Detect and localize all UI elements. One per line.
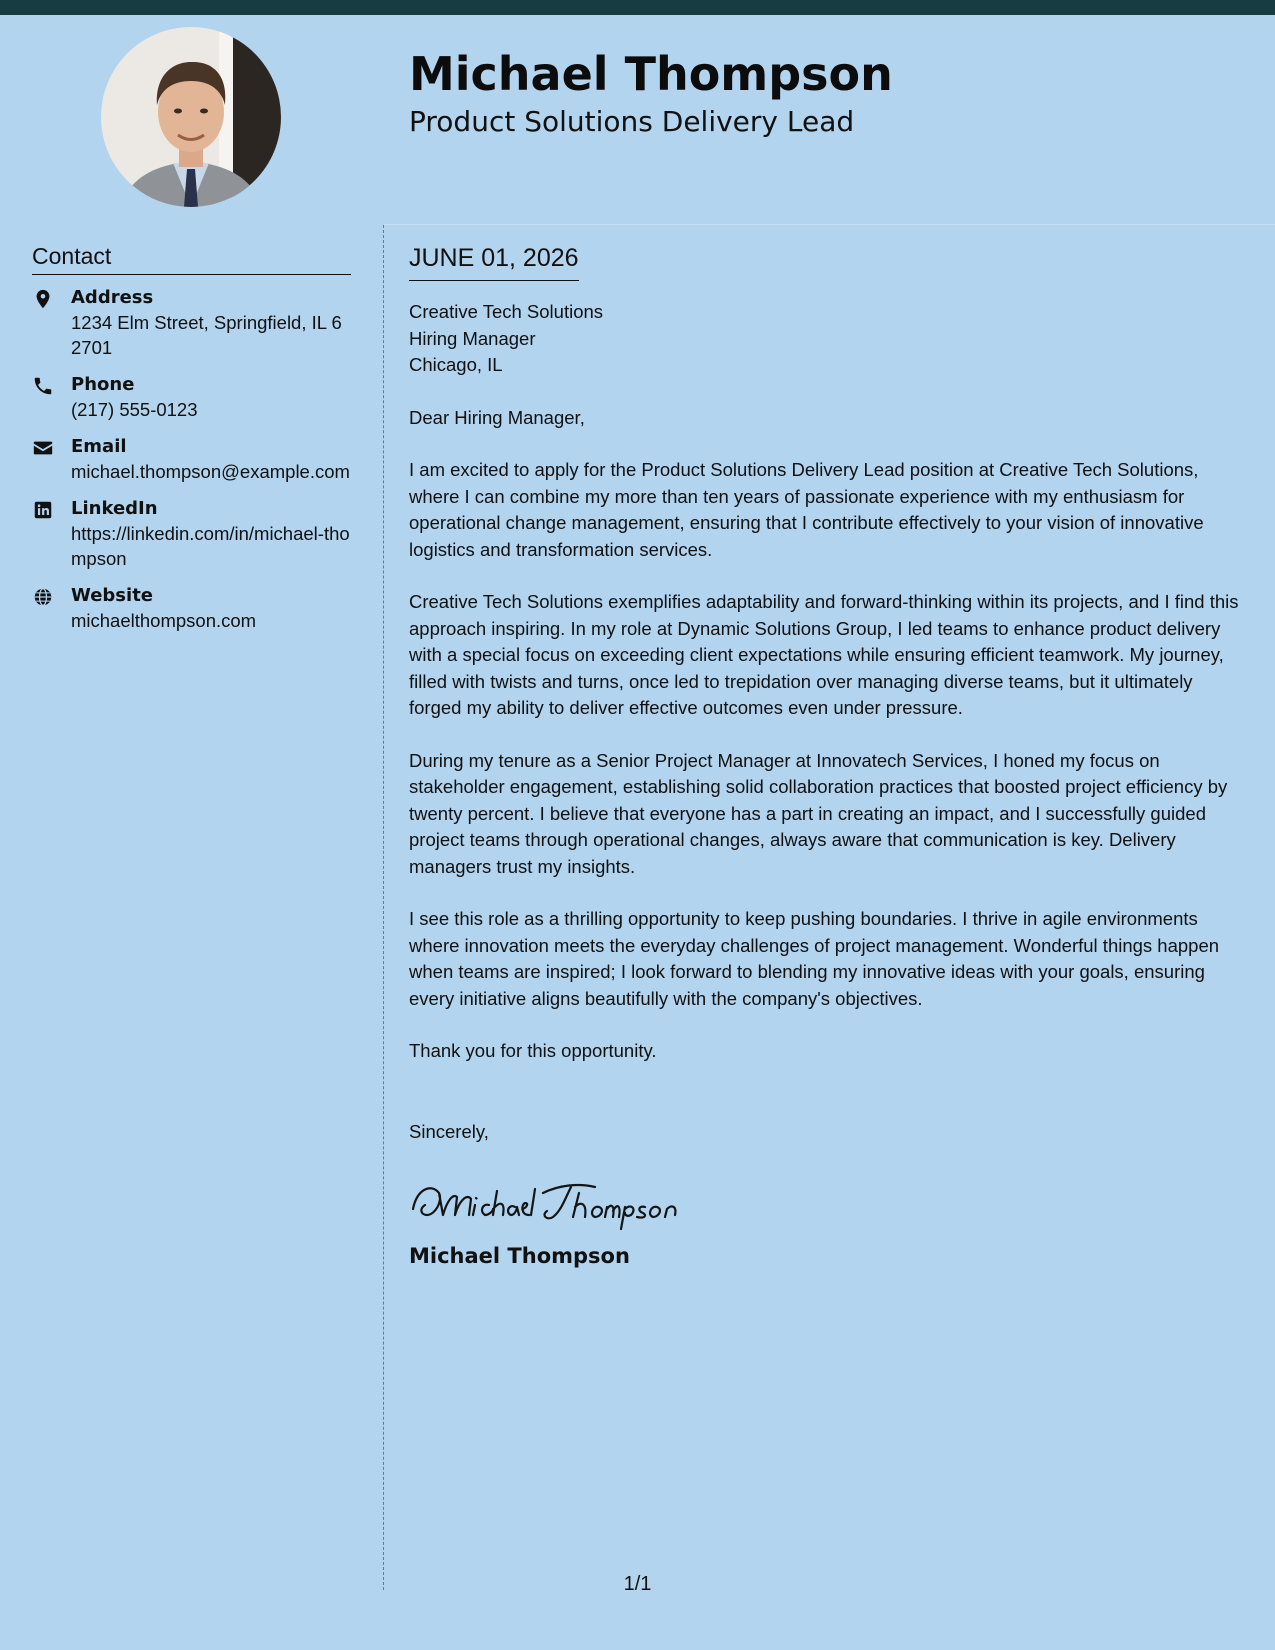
applicant-name: Michael Thompson [409, 47, 893, 101]
letter-paragraph: During my tenure as a Senior Project Manager at Innovatech Services, I honed my focus on stakeholder engagement, establishing solid collaboration practices that boosted project efficiency by twenty percent. I believe that everyone has a part in creating an impact, and I successfully guided project teams through operational changes, always aware that communication is key. Delivery managers trust my insights. [409, 749, 1228, 877]
contact-label: LinkedIn [71, 498, 158, 519]
linkedin-icon [32, 499, 54, 521]
contact-label: Email [71, 436, 127, 457]
letter-paragraph: Creative Tech Solutions exemplifies adaptability and forward-thinking within its projects, and I find this approach inspiring. In my role at Dynamic Solutions Group, I led teams to enhance product delivery with a special focus on exceeding client expectations while ensuring efficient teamwork. My journey, filled with twists and turns, once led to trepidation over managing diverse teams, but it ultimately forged my ability to deliver effective outcomes even under pressure. [409, 591, 1239, 718]
page-number: 1/1 [623, 1573, 652, 1595]
recipient-company: Creative Tech Solutions [409, 301, 604, 322]
applicant-job-title: Product Solutions Delivery Lead [409, 105, 855, 138]
envelope-icon [32, 437, 54, 459]
person-portrait-icon [101, 27, 281, 207]
letter-date: JUNE 01, 2026 [409, 240, 579, 281]
phone-icon [32, 375, 54, 397]
header-divider [384, 224, 1275, 225]
contact-label: Phone [71, 374, 135, 395]
contact-item-linkedin [32, 496, 351, 571]
map-pin-icon [32, 288, 54, 310]
salutation: Dear Hiring Manager, [409, 406, 585, 428]
linkedin-value[interactable]: https://linkedin.com/in/michael-thompson [71, 523, 350, 569]
address-value: 1234 Elm Street, Springfield, IL 62701 [71, 312, 342, 358]
recipient-role: Hiring Manager [409, 327, 536, 349]
letter-body [409, 240, 1249, 1271]
top-accent-bar [0, 0, 1275, 15]
contact-sidebar [32, 240, 351, 645]
website-value[interactable]: michaelthompson.com [71, 610, 257, 631]
contact-item-phone [32, 372, 351, 422]
letter-paragraph: I am excited to apply for the Product Solutions Delivery Lead position at Creative Tech Solutions, where I can combine my more than ten years of passionate experience with my enthusiasm for operational change management, ensuring that I contribute effectively to your vision of innovative logistics and transformation services. [409, 459, 1204, 560]
column-divider [383, 225, 384, 1590]
recipient-location: Chicago, IL [409, 354, 503, 375]
contact-heading: Contact [32, 240, 351, 275]
recipient-block [409, 299, 1249, 379]
globe-icon [32, 586, 54, 608]
thank-you-line: Thank you for this opportunity. [409, 1040, 657, 1061]
contact-label: Website [71, 585, 154, 606]
contact-label: Address [71, 287, 154, 308]
signer-name: Michael Thompson [409, 1244, 630, 1268]
contact-item-website [32, 583, 351, 633]
email-value[interactable]: michael.thompson@example.com [71, 461, 350, 482]
avatar [101, 27, 281, 207]
contact-list [32, 285, 351, 633]
closing-line: Sincerely, [409, 1120, 489, 1142]
contact-item-email [32, 434, 351, 484]
handwritten-signature [409, 1171, 679, 1231]
letter-paragraph: I see this role as a thrilling opportunity to keep pushing boundaries. I thrive in agile environments where innovation meets the everyday challenges of project management. Wonderful things happen when teams are inspired; I look forward to blending my innovative ideas with your goals, ensuring every initiative aligns beautifully with the company's objectives. [409, 908, 1220, 1009]
contact-item-address [32, 285, 351, 360]
phone-value[interactable]: (217) 555-0123 [71, 399, 198, 420]
